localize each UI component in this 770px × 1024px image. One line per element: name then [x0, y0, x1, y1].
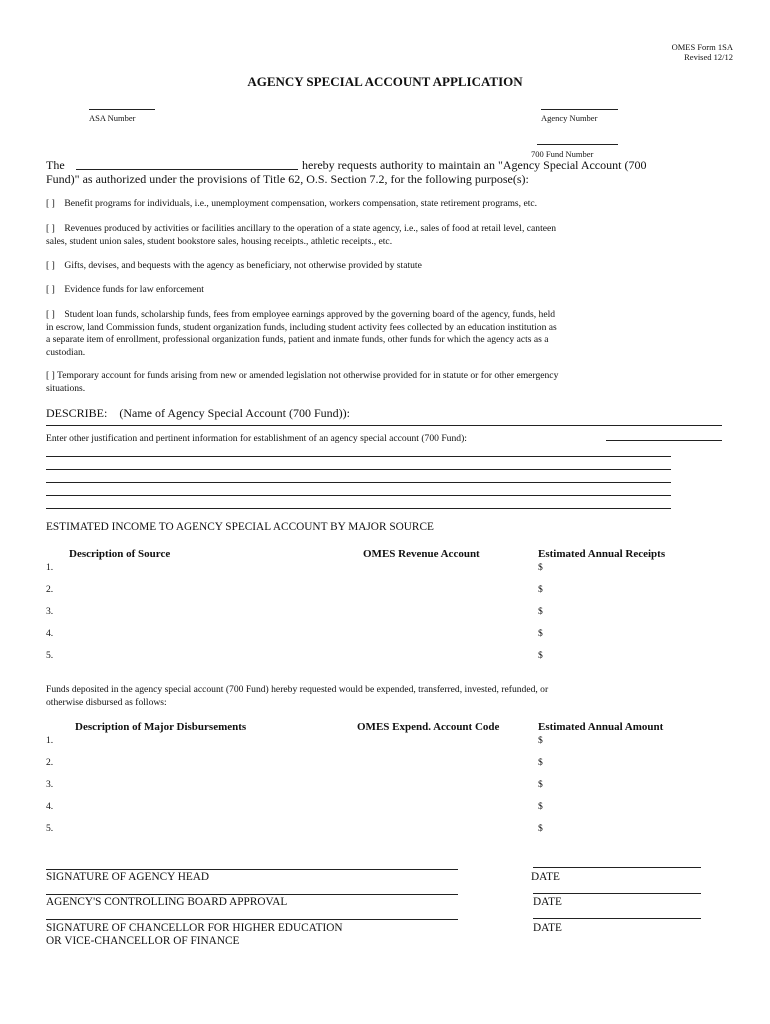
income-heading: ESTIMATED INCOME TO AGENCY SPECIAL ACCOUNT BY MAJOR SOURCE [46, 521, 434, 533]
purpose-checkbox[interactable]: [ ] [46, 284, 55, 295]
describe-label: DESCRIBE: [46, 406, 108, 420]
agency-head-date-label: DATE [531, 871, 560, 883]
agency-name-field[interactable] [76, 169, 298, 170]
income-col-account: OMES Revenue Account [363, 548, 480, 560]
describe-field[interactable] [46, 425, 722, 426]
describe [46, 406, 350, 421]
currency-sign: $ [538, 584, 543, 595]
form-id [672, 42, 733, 62]
currency-sign: $ [538, 757, 543, 768]
disb-row: 4. [46, 801, 54, 812]
chancellor-label-line1: SIGNATURE OF CHANCELLOR FOR HIGHER EDUCATION [46, 922, 343, 934]
disb-row: 5. [46, 823, 54, 834]
purpose-text: Student loan funds, scholarship funds, fees from employee earnings approved by the governing board of the agency, funds, held [64, 309, 556, 320]
board-approval-line[interactable] [46, 894, 458, 895]
purpose-text-cont: a separate item of enrollment, professional organization funds, patient and inmate funds, other funds for which the agency acts as a [46, 334, 549, 345]
board-approval-label: AGENCY'S CONTROLLING BOARD APPROVAL [46, 896, 288, 908]
justification-line[interactable] [46, 482, 671, 483]
currency-sign: $ [538, 735, 543, 746]
intro-text: hereby requests authority to maintain an "Agency Special Account (700 [302, 158, 647, 172]
intro-the: The [46, 158, 65, 172]
income-row: 4. [46, 628, 54, 639]
purpose-checkbox[interactable]: [ ] [46, 198, 55, 209]
board-date-line[interactable] [533, 893, 701, 894]
agency-number-field[interactable] [541, 109, 618, 110]
purpose-text: Benefit programs for individuals, i.e., unemployment compensation, workers compensation, state retirement programs, etc. [64, 198, 538, 209]
purpose-gifts [46, 260, 422, 273]
income-row: 1. [46, 562, 54, 573]
agency-number-label: Agency Number [541, 113, 598, 123]
form-revision: Revised 12/12 [684, 52, 733, 62]
purpose-text: Temporary account for funds arising from new or amended legislation not otherwise provided for in statute or for other emergency [57, 370, 559, 381]
purpose-revenues [46, 223, 556, 248]
justification-line[interactable] [46, 456, 671, 457]
currency-sign: $ [538, 823, 543, 834]
agency-head-date-line[interactable] [533, 867, 701, 868]
justification-line[interactable] [46, 508, 671, 509]
disb-col-description: Description of Major Disbursements [75, 721, 247, 733]
purpose-student-loan [46, 309, 557, 359]
chancellor-signature-line[interactable] [46, 919, 458, 920]
describe-text: (Name of Agency Special Account (700 Fund)): [119, 406, 350, 420]
disbursement-intro-line: Funds deposited in the agency special account (700 Fund) hereby requested would be expended, transferred, invested, refunded, or [46, 684, 549, 695]
form-number: OMES Form 1SA [671, 42, 733, 52]
income-row: 5. [46, 650, 54, 661]
asa-number-field[interactable] [89, 109, 155, 110]
page-title: AGENCY SPECIAL ACCOUNT APPLICATION [247, 74, 523, 89]
currency-sign: $ [538, 606, 543, 617]
income-col-receipts: Estimated Annual Receipts [538, 548, 666, 560]
fund-number-field[interactable] [537, 144, 618, 145]
chancellor-date-line[interactable] [533, 918, 701, 919]
intro-text-2: Fund)" as authorized under the provisions of Title 62, O.S. Section 7.2, for the following purpose(s): [46, 172, 529, 186]
justification-label: Enter other justification and pertinent information for establishment of an agency special account (700 Fund): [46, 433, 467, 444]
chancellor-date-label: DATE [533, 922, 562, 934]
purpose-text: Evidence funds for law enforcement [64, 284, 204, 295]
purpose-checkbox[interactable]: [ ] [46, 370, 55, 381]
purpose-temporary [46, 370, 558, 395]
currency-sign: $ [538, 562, 543, 573]
income-row: 2. [46, 584, 54, 595]
currency-sign: $ [538, 628, 543, 639]
justification-field[interactable] [606, 440, 722, 441]
justification-line[interactable] [46, 469, 671, 470]
disb-row: 2. [46, 757, 54, 768]
chancellor-label-line2: OR VICE-CHANCELLOR OF FINANCE [46, 935, 240, 947]
disb-col-account: OMES Expend. Account Code [357, 721, 500, 733]
currency-sign: $ [538, 801, 543, 812]
asa-number-label: ASA Number [89, 113, 136, 123]
purpose-text-cont: sales, student union sales, student bookstore sales, housing receipts., athletic receipts., etc. [46, 235, 393, 247]
purpose-evidence [46, 284, 204, 297]
purpose-text-cont: situations. [46, 382, 86, 394]
agency-head-signature-line[interactable] [46, 869, 458, 870]
purpose-text-cont: custodian. [46, 346, 86, 358]
currency-sign: $ [538, 650, 543, 661]
income-row: 3. [46, 606, 54, 617]
purpose-checkbox[interactable]: [ ] [46, 223, 55, 234]
purpose-benefit [46, 198, 537, 211]
currency-sign: $ [538, 779, 543, 790]
disbursement-intro-line: otherwise disbursed as follows: [46, 696, 167, 708]
purpose-checkbox[interactable]: [ ] [46, 260, 55, 271]
chancellor-signature-label [46, 922, 343, 948]
agency-head-signature-label: SIGNATURE OF AGENCY HEAD [46, 871, 210, 883]
income-col-source: Description of Source [69, 548, 171, 560]
fund-number-label: 700 Fund Number [531, 149, 594, 159]
disb-row: 3. [46, 779, 54, 790]
board-date-label: DATE [533, 896, 562, 908]
disb-row: 1. [46, 735, 54, 746]
purpose-text: Revenues produced by activities or facilities ancillary to the operation of a state agency, i.e., sales of food at retail level, canteen [64, 223, 557, 234]
disbursement-intro [46, 684, 548, 709]
disb-col-amount: Estimated Annual Amount [538, 721, 664, 733]
purpose-text: Gifts, devises, and bequests with the agency as beneficiary, not otherwise provided by statute [64, 260, 422, 271]
justification-line[interactable] [46, 495, 671, 496]
purpose-checkbox[interactable]: [ ] [46, 309, 55, 320]
purpose-text-cont: in escrow, land Commission funds, student organization funds, including student activity fees collected by an education institution as [46, 321, 557, 333]
